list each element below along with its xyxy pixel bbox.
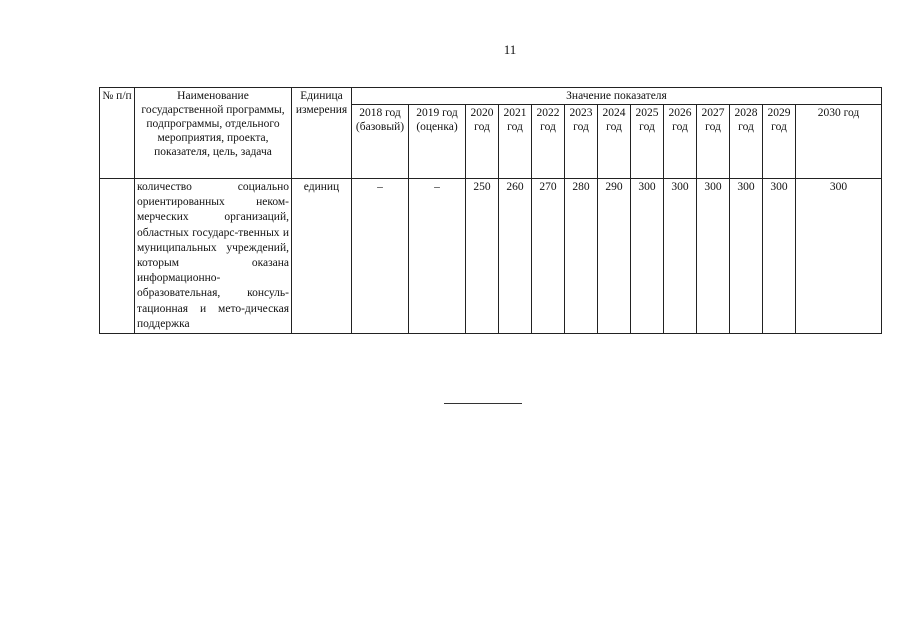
end-divider-line <box>444 403 522 404</box>
value-cell: 280 <box>565 179 598 334</box>
header-year: 2020 год <box>466 105 499 179</box>
header-row <box>100 88 882 105</box>
header-year: 2029 год <box>763 105 796 179</box>
header-year: 2022 год <box>532 105 565 179</box>
value-cell: 250 <box>466 179 499 334</box>
header-year: 2019 год (оценка) <box>409 105 466 179</box>
value-cell: 300 <box>796 179 882 334</box>
header-no: № п/п <box>100 88 135 179</box>
indicator-unit: единиц <box>292 179 352 334</box>
value-cell: 300 <box>697 179 730 334</box>
header-unit: Единица измерения <box>292 88 352 179</box>
header-year: 2025 год <box>631 105 664 179</box>
table-row <box>100 179 882 334</box>
value-cell: – <box>352 179 409 334</box>
value-cell: – <box>409 179 466 334</box>
header-year: 2027 год <box>697 105 730 179</box>
header-values-group: Значение показателя <box>352 88 882 105</box>
row-no <box>100 179 135 334</box>
indicators-table <box>99 87 882 334</box>
value-cell: 260 <box>499 179 532 334</box>
header-year: 2018 год (базовый) <box>352 105 409 179</box>
header-year: 2021 год <box>499 105 532 179</box>
value-cell: 300 <box>763 179 796 334</box>
page-number: 11 <box>503 42 517 57</box>
header-year: 2030 год <box>796 105 882 179</box>
value-cell: 300 <box>631 179 664 334</box>
value-cell: 300 <box>730 179 763 334</box>
header-year: 2023 год <box>565 105 598 179</box>
indicator-name: количество социально ориентированных неком-мерческих организаций, областных государс-твенных и муниципальных учреждений, которым оказана информационно-образовательная, консуль-тационная и мето-дическая поддержка <box>135 179 292 334</box>
header-name: Наименование государственной программы, подпрограммы, отдельного мероприятия, проекта, показателя, цель, задача <box>135 88 292 179</box>
header-year: 2024 год <box>598 105 631 179</box>
value-cell: 270 <box>532 179 565 334</box>
value-cell: 300 <box>664 179 697 334</box>
header-year: 2028 год <box>730 105 763 179</box>
header-year: 2026 год <box>664 105 697 179</box>
value-cell: 290 <box>598 179 631 334</box>
